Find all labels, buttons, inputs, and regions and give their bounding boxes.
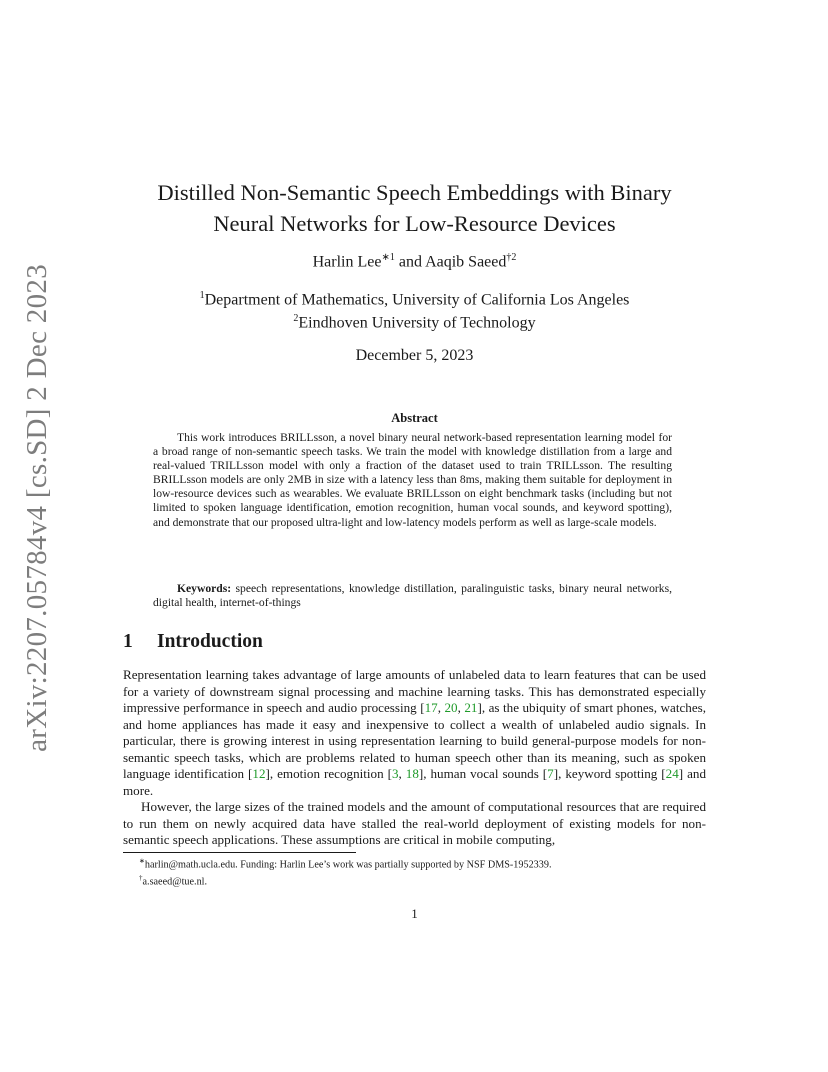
text-run: ], as the ubiquity of smart phones, watches, and home appliances has made it easy and inexpensive to collect a wealth of unlabeled audio signals. In particular, there is growing interest in using representation learning to build general-purpose models for non-semantic speech tasks, which are problems related to human speech other than its meaning, such as spoken language identification [ [123,700,706,781]
affiliation-2 [123,309,706,332]
publication-date: December 5, 2023 [355,347,474,364]
footnote-text: a.saeed@tue.nl. [142,876,208,888]
text-run: ], human vocal sounds [ [418,766,548,781]
text-run: Representation learning takes advantage of large amounts of unlabeled data to learn features that can be used for a variety of downstream signal processing and machine learning tasks. This has demonstrated especially impressive performance in speech and audio processing [ [123,667,706,715]
text-run: ] and more. [123,766,707,798]
affiliation-text: Eindhoven University of Technology [298,314,536,332]
paragraph: Representation learning takes advantage of large amounts of unlabeled data to learn features that can be used for a variety of downstream signal processing and machine learning tasks. This has demonstrated especially impressive performance in speech and audio processing [17, 20, 21], as the ubiquity of smart phones, watches, and home appliances has made it easy and inexpensive to collect a wealth of unlabeled audio signals. In particular, there is growing interest in using representation learning to build general-purpose models for non-semantic speech tasks, which are problems related to human speech other than its meaning, such as spoken language identification [12], emotion recognition [3, 18], human vocal sounds [7], keyword spotting [24] and more. [123,667,707,798]
affiliation-1 [123,286,706,309]
keywords-text: speech representations, knowledge distillation, paralinguistic tasks, binary neural networks, digital health, internet-of-things [153,582,672,610]
footnote-mark: ∗ [139,857,145,865]
author-mark: †2 [506,252,517,263]
paragraph: However, the large sizes of the trained models and the amount of computational resources that are required to run them on newly acquired data have stalled the real-world deployment of existing models for non-semantic speech applications. These assumptions are critical in mobile computing, [123,799,706,847]
footnotes [123,855,706,889]
author-conjunction: and [398,253,422,271]
author-name: Harlin Lee [312,253,382,271]
citation-link[interactable]: 20 [444,700,458,715]
affiliation-text: Department of Mathematics, University of California Los Angeles [204,291,630,309]
footnote-1 [123,855,706,872]
abstract-text: This work introduces BRILLsson, a novel binary neural network-based representation learning model for a broad range of non-semantic speech tasks. We train the model with knowledge distillation from a large and real-valued TRILLsson model with only a fraction of the dataset used to train TRILLsson. The resulting BRILLsson models are only 2MB in size with a latency less than 8ms, making them suitable for deployment in low-resource devices such as wearables. We evaluate BRILLsson on eight benchmark tasks (including but not limited to spoken language identification, emotion recognition, human vocal sounds, and keyword spotting), and demonstrate that our proposed ultra-light and low-latency models perform as well as large-scale models. [153,431,672,529]
section-number: 1 [123,631,133,652]
keywords [153,582,672,610]
footnote-text: harlin@math.ucla.edu. Funding: Harlin Lee’s work was partially supported by NSF DMS-1952339. [144,859,552,871]
footnote-2 [123,872,706,889]
paper-title [123,177,706,239]
arxiv-identifier[interactable]: arXiv:2207.05784v4 [cs.SD] 2 Dec 2023 [20,264,53,752]
title-line-1: Distilled Non-Semantic Speech Embeddings with Binary [157,180,672,205]
affiliation-mark: 2 [293,313,299,325]
text-run: ], keyword spotting [ [553,766,666,781]
keywords-label: Keywords: [177,582,232,595]
citation-link[interactable]: 24 [665,766,679,781]
page-number: 1 [411,906,418,921]
abstract-heading: Abstract [391,411,438,425]
citation-link[interactable]: 3 [391,766,399,781]
citation-link[interactable]: 18 [405,766,419,781]
section-title: Introduction [157,631,263,652]
citation-link[interactable]: 7 [547,766,554,781]
citation-link[interactable]: 17 [424,700,438,715]
citation-link[interactable]: 21 [464,700,478,715]
arxiv-side-stamp [18,0,56,760]
section-heading [123,631,706,653]
author-list [123,252,706,271]
footnote-mark: † [139,873,143,882]
introduction-body [123,667,706,849]
author-name: Aaqib Saeed [425,253,507,271]
title-line-2: Neural Networks for Low-Resource Devices [213,211,616,236]
citation-link[interactable]: 12 [252,766,266,781]
text-run: ], emotion recognition [ [265,766,392,781]
affiliations [123,286,706,333]
footnote-rule [123,852,356,853]
author-mark: ∗1 [381,252,395,263]
affiliation-mark: 1 [199,290,205,301]
